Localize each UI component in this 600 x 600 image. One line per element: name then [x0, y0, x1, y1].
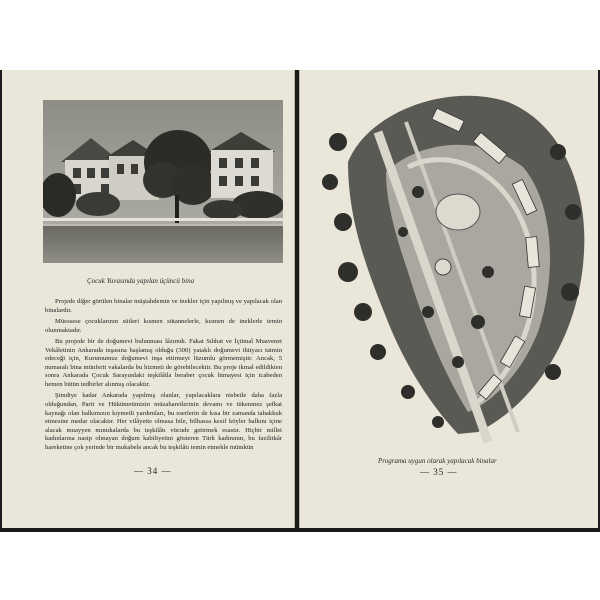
left-page [2, 70, 295, 528]
aerial-campus-illustration [308, 72, 594, 450]
open-book [0, 70, 600, 532]
body-text [45, 298, 282, 455]
photo-caption: Çocuk Yuvasında yapılan üçüncü bina [87, 277, 195, 285]
paragraph: Şimdiye kadar Ankarada yapılmış olanlar, yapılacaklara nisbetle daha fazla olduğundan, Parti ve Hükümetimizin müzaharetlerinin devamı ve tükenmez şefkat kaynağı olan halkımızın kıymetli yardımları, bu eserlerin de kısa bir zamanda tahakkuk etmesine medar olacaktır. Her vilâyette olmasa bile, bilhassa kesif köyler halkını içine alacak muayyen mıntıkalarda bu teşkilâtı vücude getirmek esastır. Hiçbir millet kadınlarına nasip olmayan doğum kabiliyetini gösteren Türk kadınının, bu fazilitkâr hareketine çok yerinde bir mukabele ancak bu teşkilâtı temin etmekle mümkün [45, 392, 282, 451]
right-page [299, 70, 598, 528]
page-number-left: — 34 — [134, 466, 172, 476]
paragraph: Projede diğer görülen binalar müştahdemin ve inekler için yapılmış ve yapılacak olan binalardır. [45, 298, 282, 314]
building-photo [43, 100, 283, 263]
paragraph: Müessese çocuklarının sütleri kısmen sütannelerle, kısmen de ineklerle temin olunmaktadır. [45, 318, 282, 334]
page-number-right: — 35 — [420, 467, 458, 477]
aerial-campus-drawing [308, 72, 594, 450]
paragraph: Bu projede bir de doğumevi bulunması lâzımdı. Fakat Sıhhat ve İçtimaî Muavenet Vekâletinin Ankarada inşasına başlamış olduğu (300) yataklı doğumevi ihtiyacı tatmin edeceği için, Kurumumuz doğumevi inşa ettirmeyi lüzumlu görmemiştir. Ancak, 5 numaralı bina münferit vakalarda bu hizmeti de görebilecektir. Bu proje ikmal edildikten sonra Ankarada Çocuk Sarayındaki teşkilâtla beraber çocuk himayesi için icabeden hemen bütün tedbirler alınmış olacaktır. [45, 338, 282, 388]
drawing-caption: Programa uygun olarak yapılacak binalar [378, 457, 497, 465]
building-photo-illustration [43, 100, 283, 263]
